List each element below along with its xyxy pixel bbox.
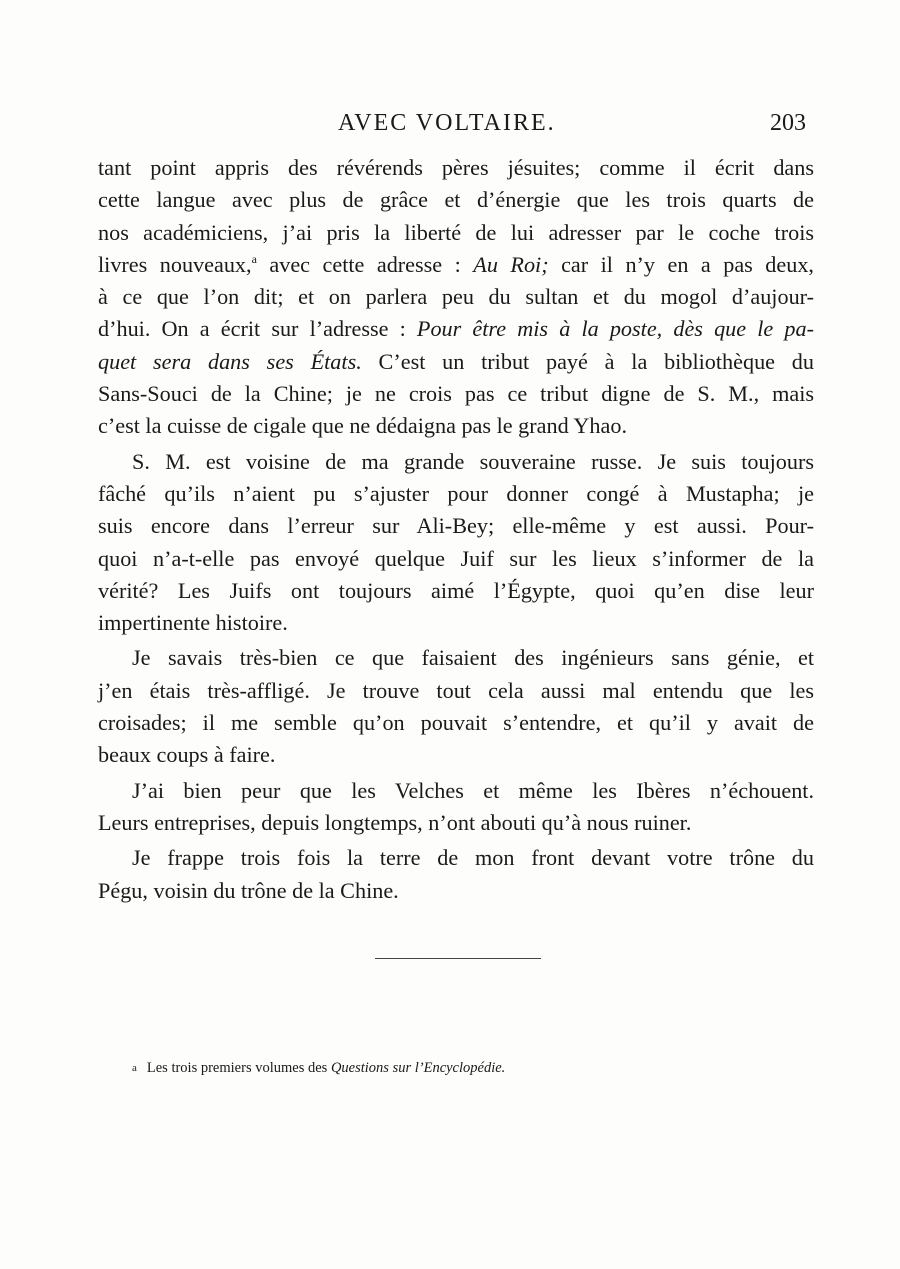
text-line: croisades; il me semble qu’on pouvait s’entendre, et qu’il y avait de [98, 710, 814, 736]
footnote-text: Les trois premiers volumes des [146, 1060, 331, 1076]
text-line: Je frappe trois fois la terre de mon front devant votre trône du [132, 845, 814, 871]
text-line: J’ai bien peur que les Velches et même les Ibères n’échouent. [132, 777, 814, 803]
text-line: Leurs entreprises, depuis longtemps, n’ont abouti qu’à nous ruiner. [98, 809, 692, 835]
paragraph-3 [98, 642, 814, 771]
text-line: Pégu, voisin du trône de la Chine. [98, 877, 399, 903]
paragraph-4 [98, 775, 814, 840]
italic-fragment: Pour être mis à la poste, dès que le pa- [416, 316, 814, 342]
footnote-reference: a [251, 251, 257, 266]
text-fragment: car il n’y en a pas deux, [548, 251, 814, 277]
text-line: cette langue avec plus de grâce et d’énergie que les trois quarts de [98, 187, 814, 213]
text-line: vérité? Les Juifs ont toujours aimé l’Égypte, quoi qu’en dise leur [98, 577, 814, 603]
paragraph-1 [98, 152, 814, 443]
text-line: tant point appris des révérends pères jésuites; comme il écrit dans [98, 155, 814, 180]
text-line: impertinente histoire. [98, 610, 288, 636]
running-title: AVEC VOLTAIRE. [338, 110, 556, 136]
italic-fragment: Au Roi; [473, 251, 549, 277]
body-text [98, 152, 814, 907]
page-number: 203 [770, 110, 806, 136]
footnote-title: Questions sur l’Encyclopédie. [330, 1060, 506, 1076]
text-fragment: d’hui. On a écrit sur l’adresse : [98, 316, 417, 342]
text-fragment: C’est un tribut payé à la bibliothèque du [361, 348, 814, 374]
paragraph-2 [98, 446, 814, 640]
text-line: beaux coups à faire. [98, 742, 276, 768]
text-line: j’en étais très-affligé. Je trouve tout cela aussi mal entendu que les [98, 677, 814, 703]
text-line: c’est la cuisse de cigale que ne dédaigna pas le grand Yhao. [98, 413, 627, 439]
footnote [132, 1058, 505, 1078]
text-line [98, 346, 814, 378]
footnote-mark: a [132, 1062, 137, 1074]
footnote-separator [375, 958, 541, 959]
text-line: fâché qu’ils n’aient pu s’ajuster pour donner congé à Mustapha; je [98, 480, 814, 506]
text-line [98, 313, 814, 345]
text-line: nos académiciens, j’ai pris la liberté de lui adresser par le coche trois [98, 219, 814, 245]
text-line: Je savais très-bien ce que faisaient des ingénieurs sans génie, et [132, 645, 814, 671]
text-line: S. M. est voisine de ma grande souveraine russe. Je suis toujours [132, 448, 814, 474]
running-head [0, 108, 900, 138]
text-fragment: livres nouveaux, [98, 251, 252, 277]
text-line [98, 249, 814, 281]
paragraph-5 [98, 842, 814, 907]
text-line: quoi n’a-t-elle pas envoyé quelque Juif sur les lieux s’informer de la [98, 545, 814, 571]
text-line: suis encore dans l’erreur sur Ali-Bey; elle-même y est aussi. Pour- [98, 513, 814, 539]
text-fragment: avec cette adresse : [256, 251, 474, 277]
text-line: Sans-Souci de la Chine; je ne crois pas ce tribut digne de S. M., mais [98, 381, 814, 407]
text-line: à ce que l’on dit; et on parlera peu du sultan et du mogol d’aujour- [98, 284, 814, 310]
italic-fragment: quet sera dans ses États. [98, 348, 362, 374]
